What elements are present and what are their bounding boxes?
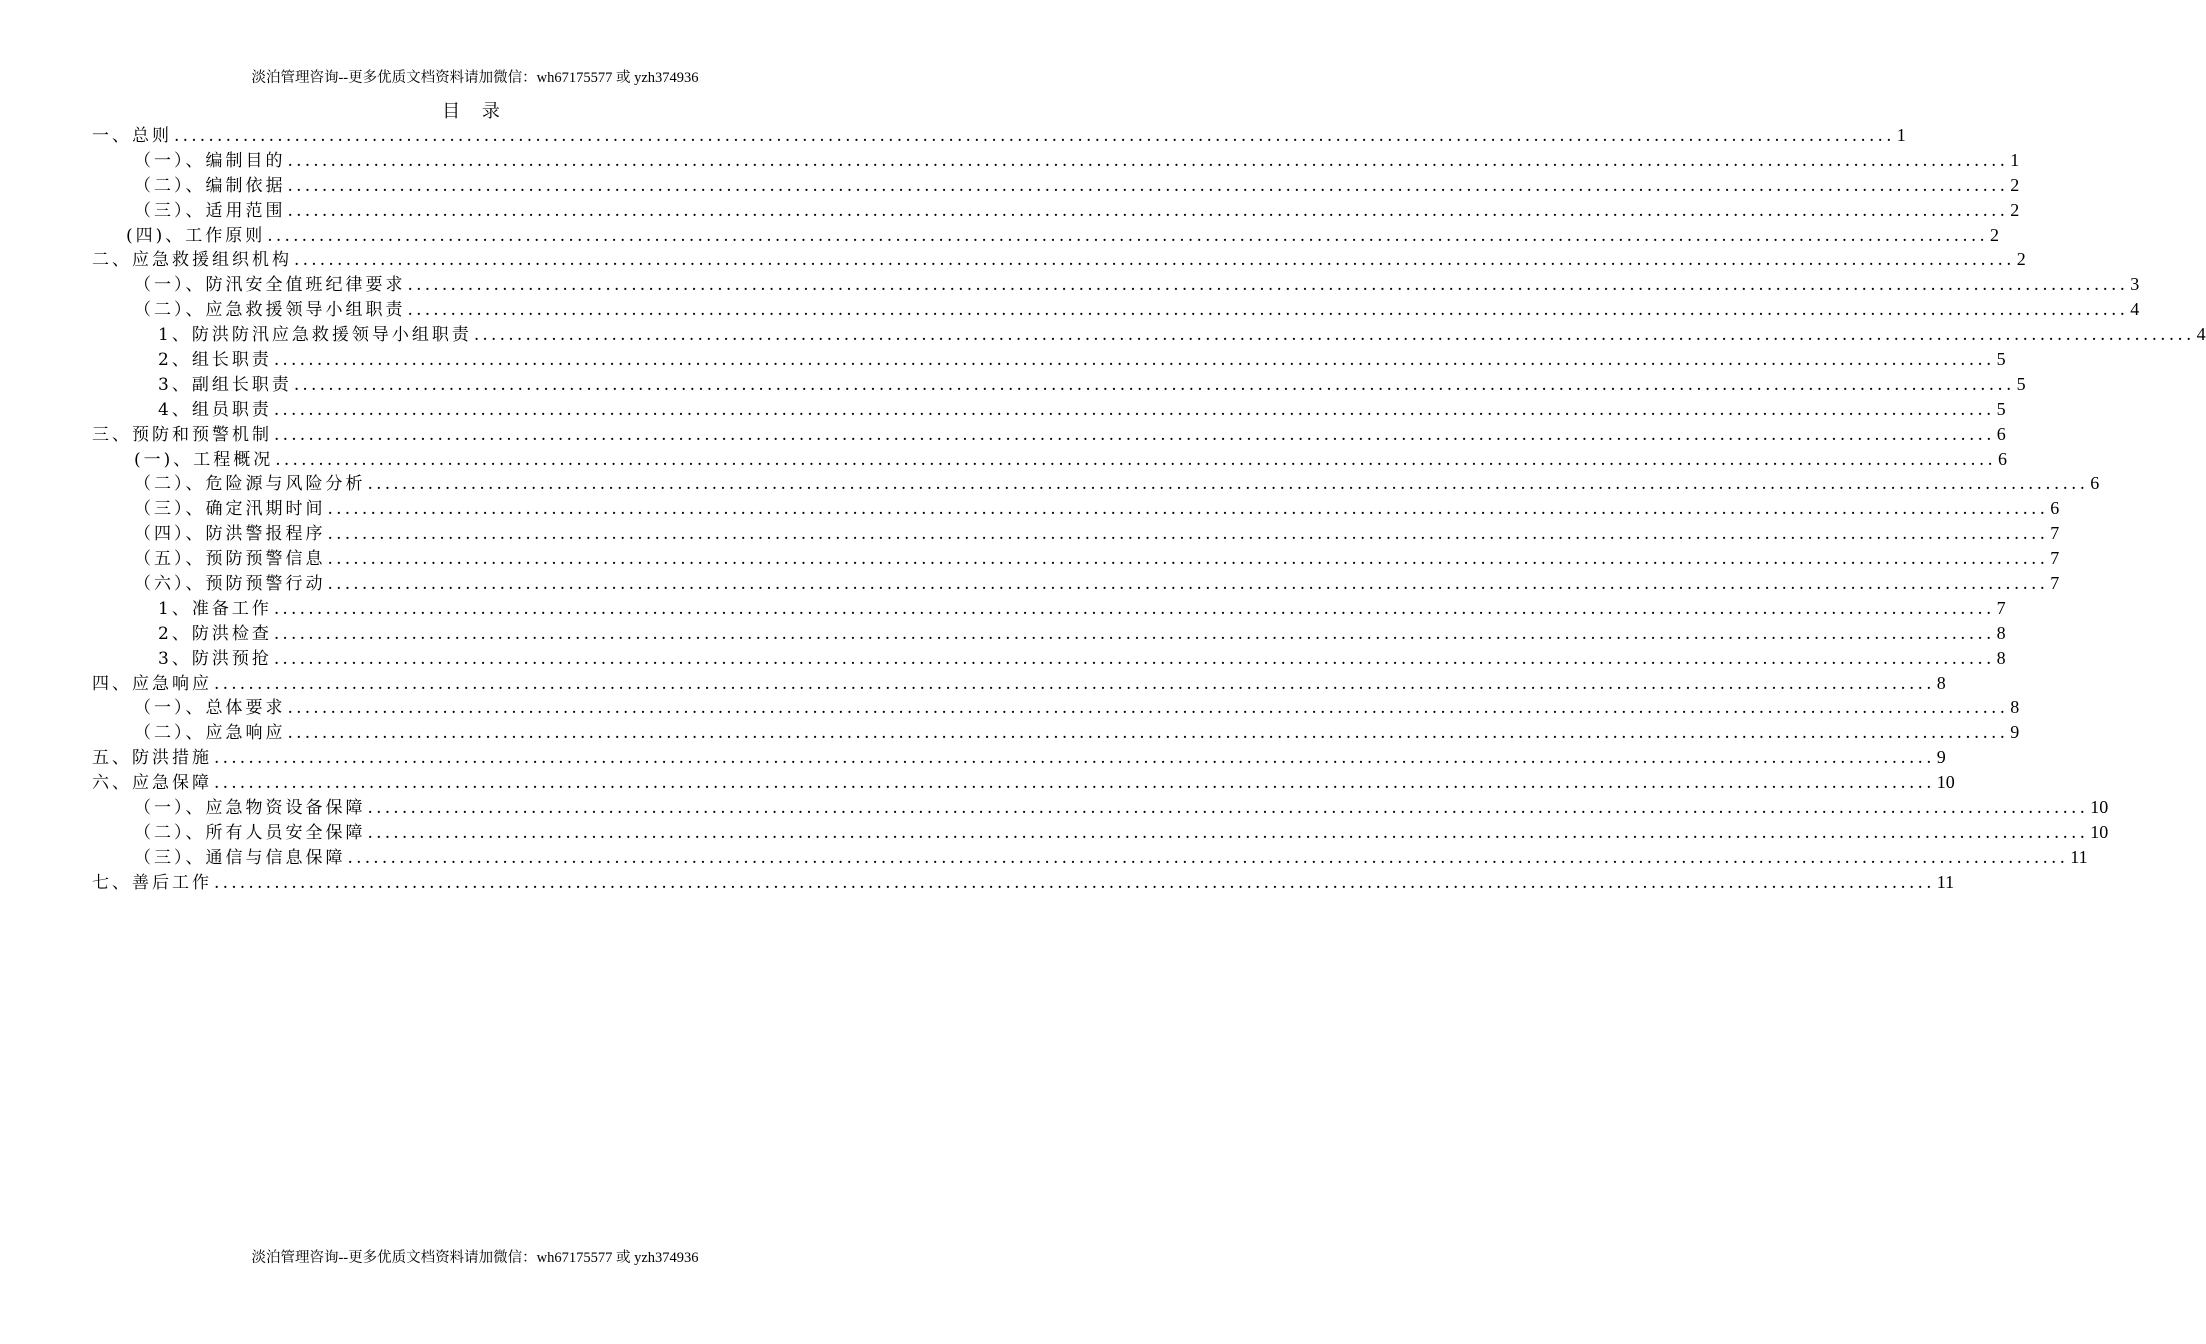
toc-leader-dots: ........................................................................................................................................................................................................ [327, 549, 2049, 570]
toc-leader-dots: ........................................................................................................................................................................................................ [273, 623, 1995, 644]
toc-entry-label: (一)、工程概况 [134, 449, 274, 470]
toc-entry[interactable] [92, 843, 2088, 868]
toc-entry[interactable] [92, 420, 2006, 445]
toc-entry-label: （一）、编制目的 [134, 150, 286, 171]
toc-entry-label: 1、准备工作 [158, 598, 272, 619]
toc-entry-label: （二）、危险源与风险分析 [134, 474, 366, 495]
toc-entry[interactable] [92, 818, 2109, 843]
page-footer-watermark: 淡泊管理咨询--更多优质文档资料请加微信：wh67175577 或 yzh374936 [251, 1250, 699, 1266]
toc-leader-dots: ........................................................................................................................................................................................................ [287, 698, 2009, 719]
toc-entry-page-number: 5 [2016, 373, 2026, 394]
toc-entry-label: 一、总则 [92, 126, 172, 146]
toc-entry-label: 七、善后工作 [92, 872, 212, 893]
toc-entry-page-number: 8 [1936, 672, 1946, 693]
toc-entry-label: （一）、应急物资设备保障 [134, 798, 366, 819]
toc-entry[interactable] [92, 469, 2100, 495]
toc-leader-dots: ........................................................................................................................................................................................................ [174, 126, 1895, 146]
toc-leader-dots: ........................................................................................................................................................................................................ [214, 673, 1935, 694]
toc-entry-page-number: 11 [1936, 871, 1955, 892]
toc-entry-page-number: 1 [2010, 149, 2020, 170]
toc-entry-label: 三、预防和预警机制 [92, 424, 272, 445]
toc-entry-label: （五）、预防预警信息 [134, 549, 326, 570]
toc-leader-dots: ........................................................................................................................................................................................................ [327, 499, 2049, 520]
toc-entry[interactable] [92, 245, 2026, 271]
toc-entry[interactable] [92, 221, 2000, 246]
toc-entry-label: （四）、防洪警报程序 [134, 524, 326, 545]
toc-entry-page-number: 10 [2090, 821, 2109, 842]
toc-entry[interactable] [92, 793, 2109, 819]
toc-entry-label: 3、防洪预抢 [158, 648, 272, 669]
toc-leader-dots: ........................................................................................................................................................................................................ [367, 798, 2089, 819]
toc-leader-dots: ........................................................................................................................................................................................................ [214, 872, 1935, 893]
toc-leader-dots: ........................................................................................................................................................................................................ [287, 175, 2009, 196]
toc-entry[interactable] [92, 693, 2020, 719]
toc-entry[interactable] [92, 743, 1946, 769]
toc-leader-dots: ........................................................................................................................................................................................................ [214, 773, 1935, 794]
toc-entry-label: 2、组长职责 [158, 350, 272, 371]
toc-entry-page-number: 5 [1996, 349, 2006, 370]
toc-leader-dots: ........................................................................................................................................................................................................ [294, 250, 2015, 271]
toc-leader-dots: ........................................................................................................................................................................................................ [214, 748, 1935, 769]
toc-entry-label: （三）、通信与信息保障 [134, 847, 346, 868]
toc-entry-page-number: 3 [2130, 274, 2140, 295]
toc-entry-page-number: 8 [2010, 697, 2020, 718]
toc-entry[interactable] [92, 295, 2140, 321]
toc-title: 目 录 [442, 101, 508, 122]
toc-entry[interactable] [92, 544, 2060, 570]
toc-entry[interactable] [92, 644, 2006, 669]
toc-entry-page-number: 6 [2090, 473, 2100, 494]
toc-leader-dots: ........................................................................................................................................................................................................ [273, 399, 1995, 420]
toc-entry[interactable] [92, 594, 2006, 619]
toc-entry[interactable] [92, 320, 2206, 346]
toc-leader-dots: ........................................................................................................................................................................................................ [273, 350, 1995, 371]
toc-entry-page-number: 10 [2090, 797, 2109, 818]
toc-entry[interactable] [92, 868, 1955, 893]
toc-leader-dots: ........................................................................................................................................................................................................ [293, 374, 2015, 395]
toc-entry-label: 二、应急救援组织机构 [92, 250, 292, 271]
toc-entry[interactable] [92, 619, 2006, 644]
toc-entry[interactable] [92, 146, 2020, 171]
toc-entry-label: 1、防洪防汛应急救援领导小组职责 [158, 325, 472, 346]
toc-entry-page-number: 4 [2130, 299, 2140, 320]
toc-entry-label: (四)、工作原则 [126, 225, 266, 246]
toc-entry-page-number: 8 [1996, 622, 2006, 643]
toc-entry-label: （二）、应急救援领导小组职责 [134, 300, 406, 321]
toc-leader-dots: ........................................................................................................................................................................................................ [327, 524, 2049, 545]
toc-entry-label: 2、防洪检查 [158, 623, 272, 644]
toc-leader-dots: ........................................................................................................................................................................................................ [287, 200, 2009, 221]
toc-entry-page-number: 1 [1896, 125, 1906, 145]
toc-entry[interactable] [92, 669, 1946, 694]
toc-entry-label: （三）、确定汛期时间 [134, 499, 326, 520]
toc-entry-label: （六）、预防预警行动 [134, 574, 326, 595]
toc-entry-page-number: 2 [2010, 174, 2020, 195]
toc-entry[interactable] [92, 519, 2060, 545]
toc-entry-label: （一）、防汛安全值班纪律要求 [134, 275, 406, 296]
toc-leader-dots: ........................................................................................................................................................................................................ [267, 225, 1989, 246]
toc-leader-dots: ........................................................................................................................................................................................................ [473, 325, 2195, 346]
toc-leader-dots: ........................................................................................................................................................................................................ [367, 822, 2089, 843]
toc-entry-page-number: 2 [1990, 224, 2000, 245]
toc-entry-label: 五、防洪措施 [92, 748, 212, 769]
toc-entry[interactable] [92, 270, 2140, 296]
toc-entry-label: （二）、编制依据 [134, 175, 286, 196]
toc-entry-page-number: 2 [2016, 249, 2026, 270]
toc-entry-page-number: 7 [2050, 523, 2060, 544]
toc-entry-label: 4、组员职责 [158, 399, 272, 420]
toc-entry[interactable] [92, 171, 2020, 196]
toc-entry-page-number: 7 [1996, 597, 2006, 618]
toc-leader-dots: ........................................................................................................................................................................................................ [287, 150, 2009, 171]
toc-entry[interactable] [92, 196, 2020, 221]
toc-leader-dots: ........................................................................................................................................................................................................ [275, 449, 1997, 470]
toc-entry[interactable] [92, 718, 2020, 744]
toc-entry-label: 四、应急响应 [92, 673, 212, 694]
toc-entry-label: 3、副组长职责 [158, 374, 292, 395]
toc-entry-page-number: 8 [1996, 647, 2006, 668]
toc-entry-label: （二）、应急响应 [134, 723, 286, 744]
toc-entry[interactable] [92, 370, 2026, 395]
toc-entry-page-number: 7 [2050, 573, 2060, 594]
page-header-watermark: 淡泊管理咨询--更多优质文档资料请加微信：wh67175577 或 yzh374936 [251, 70, 699, 86]
toc-entry[interactable] [92, 569, 2060, 595]
toc-entry-label: （三）、适用范围 [134, 200, 286, 221]
toc-entry-page-number: 5 [1996, 398, 2006, 419]
toc-entry-label: （一）、总体要求 [134, 698, 286, 719]
toc-entry-page-number: 10 [1936, 772, 1955, 793]
toc-entry-page-number: 2 [2010, 199, 2020, 220]
toc-leader-dots: ........................................................................................................................................................................................................ [407, 300, 2129, 321]
toc-entry-label: （二）、所有人员安全保障 [134, 822, 366, 843]
toc-entry-page-number: 6 [1998, 448, 2008, 469]
toc-entry-page-number: 6 [1996, 423, 2006, 444]
toc-entry[interactable] [92, 345, 2006, 371]
toc-entry-page-number: 9 [2010, 722, 2020, 743]
toc-entry-page-number: 4 [2196, 324, 2206, 345]
table-of-contents [92, 121, 2206, 893]
toc-entry-page-number: 9 [1936, 747, 1946, 768]
toc-leader-dots: ........................................................................................................................................................................................................ [273, 598, 1995, 619]
toc-entry[interactable] [92, 395, 2006, 420]
toc-leader-dots: ........................................................................................................................................................................................................ [407, 275, 2129, 296]
toc-entry-label: 六、应急保障 [92, 773, 212, 794]
toc-entry[interactable] [92, 768, 1955, 794]
toc-leader-dots: ........................................................................................................................................................................................................ [287, 723, 2009, 744]
toc-entry-page-number: 6 [2050, 498, 2060, 519]
toc-leader-dots: ........................................................................................................................................................................................................ [274, 424, 1995, 445]
toc-leader-dots: ........................................................................................................................................................................................................ [347, 847, 2069, 868]
toc-entry-page-number: 11 [2070, 846, 2088, 867]
toc-leader-dots: ........................................................................................................................................................................................................ [273, 648, 1995, 669]
toc-entry[interactable] [92, 121, 1906, 146]
toc-leader-dots: ........................................................................................................................................................................................................ [327, 574, 2049, 595]
toc-entry[interactable] [92, 494, 2060, 520]
toc-entry[interactable] [92, 445, 2008, 470]
toc-entry-page-number: 7 [2050, 548, 2060, 569]
toc-leader-dots: ........................................................................................................................................................................................................ [367, 474, 2089, 495]
